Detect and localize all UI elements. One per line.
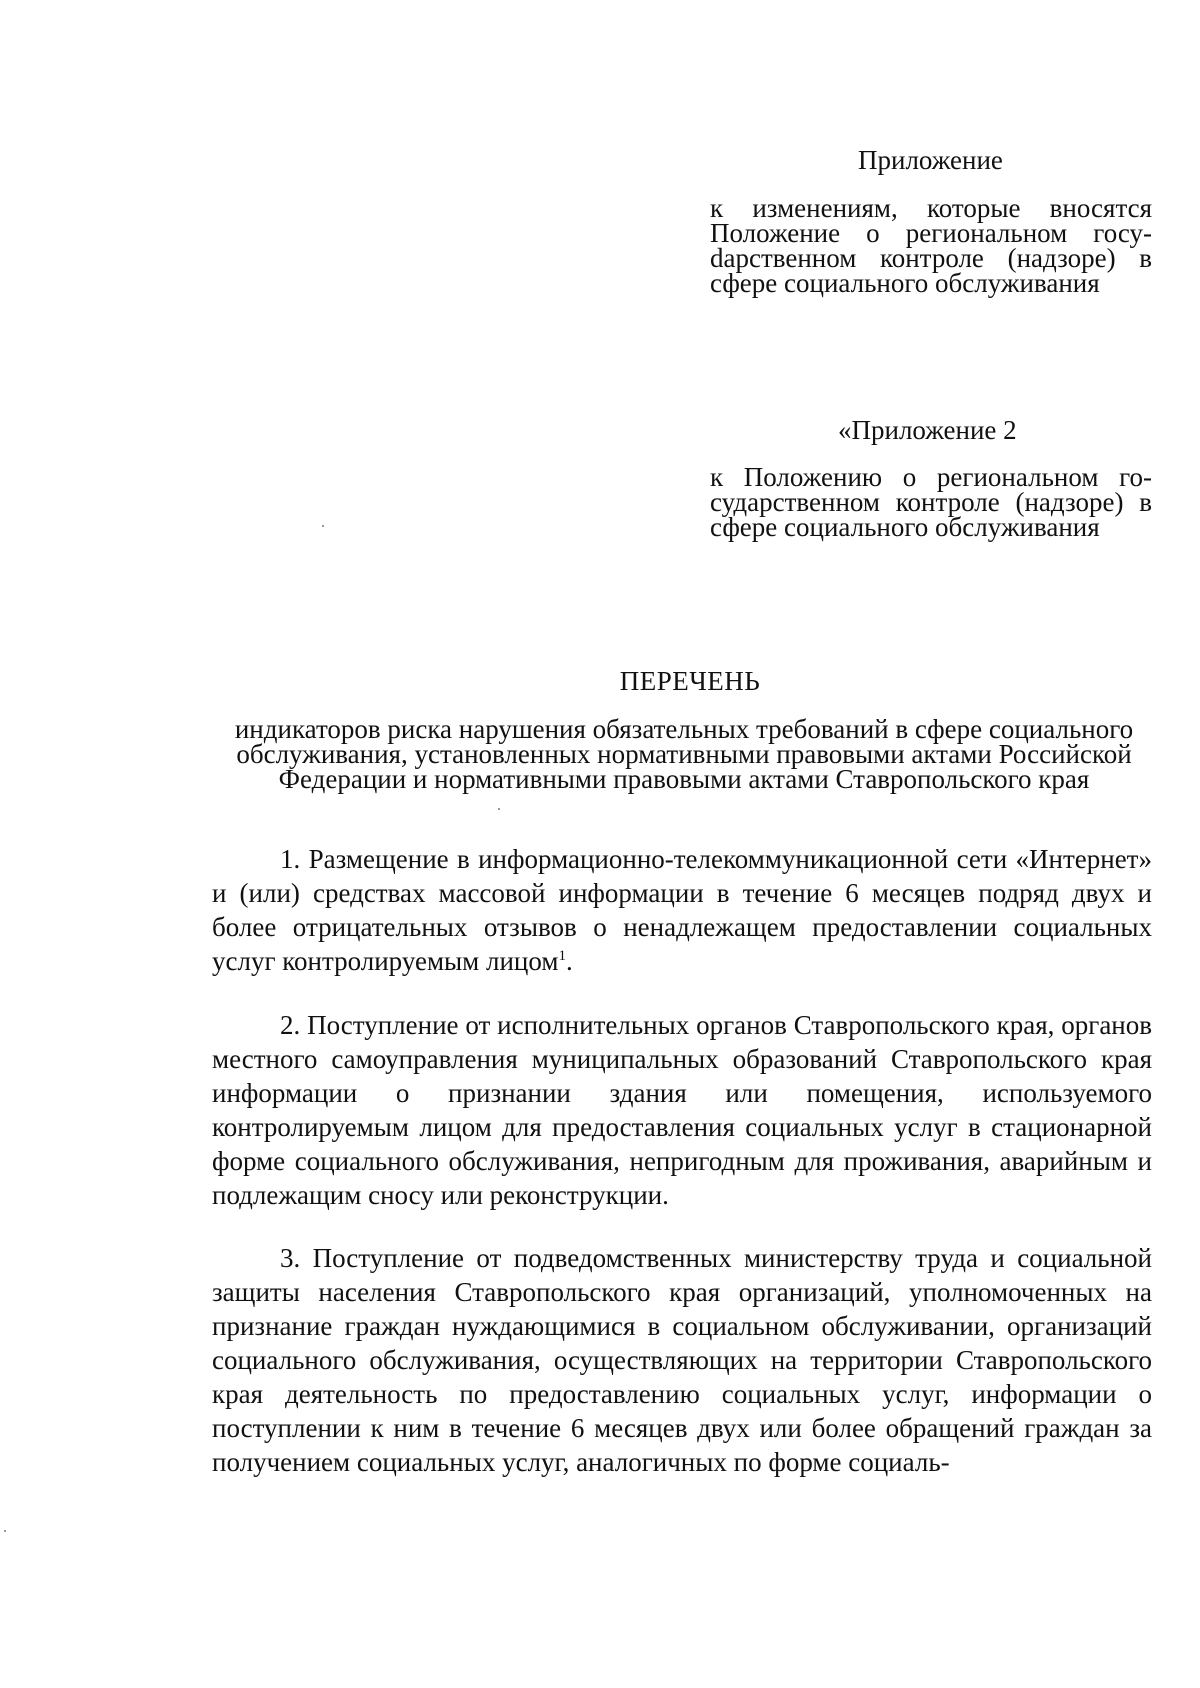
appendix2-note: к Положению о региональном государственном контроле (надзоре) в сфере социального обслуживания [710,462,1152,542]
appendix-note: к изменениям, которые вносятся Положение о региональном госуdарственном контроле (надзоре) в сфере социального обслуживания [710,193,1152,298]
list-item-1-text: 1. Размещение в информационно-телекоммуникационной сети «Интернет» и (или) средствах массовой информации в течение 6 месяцев подряд двух и более отрицательных отзывов о ненадлежащем предоставлении социальных услуг контролируемым лицом [212,844,1152,976]
list-item-1 [212,842,1152,978]
footnote-mark: 1 [558,948,566,964]
list-subheading: индикаторов риска нарушения обязательных требований в сфере социального обслуживания, установленных нормативными правовыми актами Российской Федерации и нормативными правовыми актами Ставропольского края [234,714,1134,794]
list-item-2: 2. Поступление от исполнительных органов Ставропольского края, органов местного самоуправления муниципальных образований Ставропольского края информации о признании здания или помещения, используемого контролируемым лицом для предоставления социальных услуг в стационарной форме социального обслуживания, непригодным для проживания, аварийным и подлежащим сносу или реконструкции. [212,1010,1152,1210]
scan-speck [4,1530,6,1532]
list-item-1-suffix: . [565,946,573,976]
appendix2-title: «Приложение 2 [838,415,1017,445]
scan-speck [498,808,500,810]
list-heading: ПЕРЕЧЕНЬ [619,666,761,696]
appendix-title: Приложение [858,145,1003,175]
list-item-3: 3. Поступление от подведомственных министерству труда и социальной защиты населения Ставропольского края организаций, уполномоченных на признание граждан нуждающимися в социальном обслуживании, организаций социального обслуживания, осуществляющих на территории Ставропольского края деятельность по предоставлению социальных услуг, информации о поступлении к ним в течение 6 месяцев двух или более обращений граждан за получением социальных услуг, аналогичных по форме социаль- [212,1243,1152,1477]
scan-speck [322,525,324,527]
